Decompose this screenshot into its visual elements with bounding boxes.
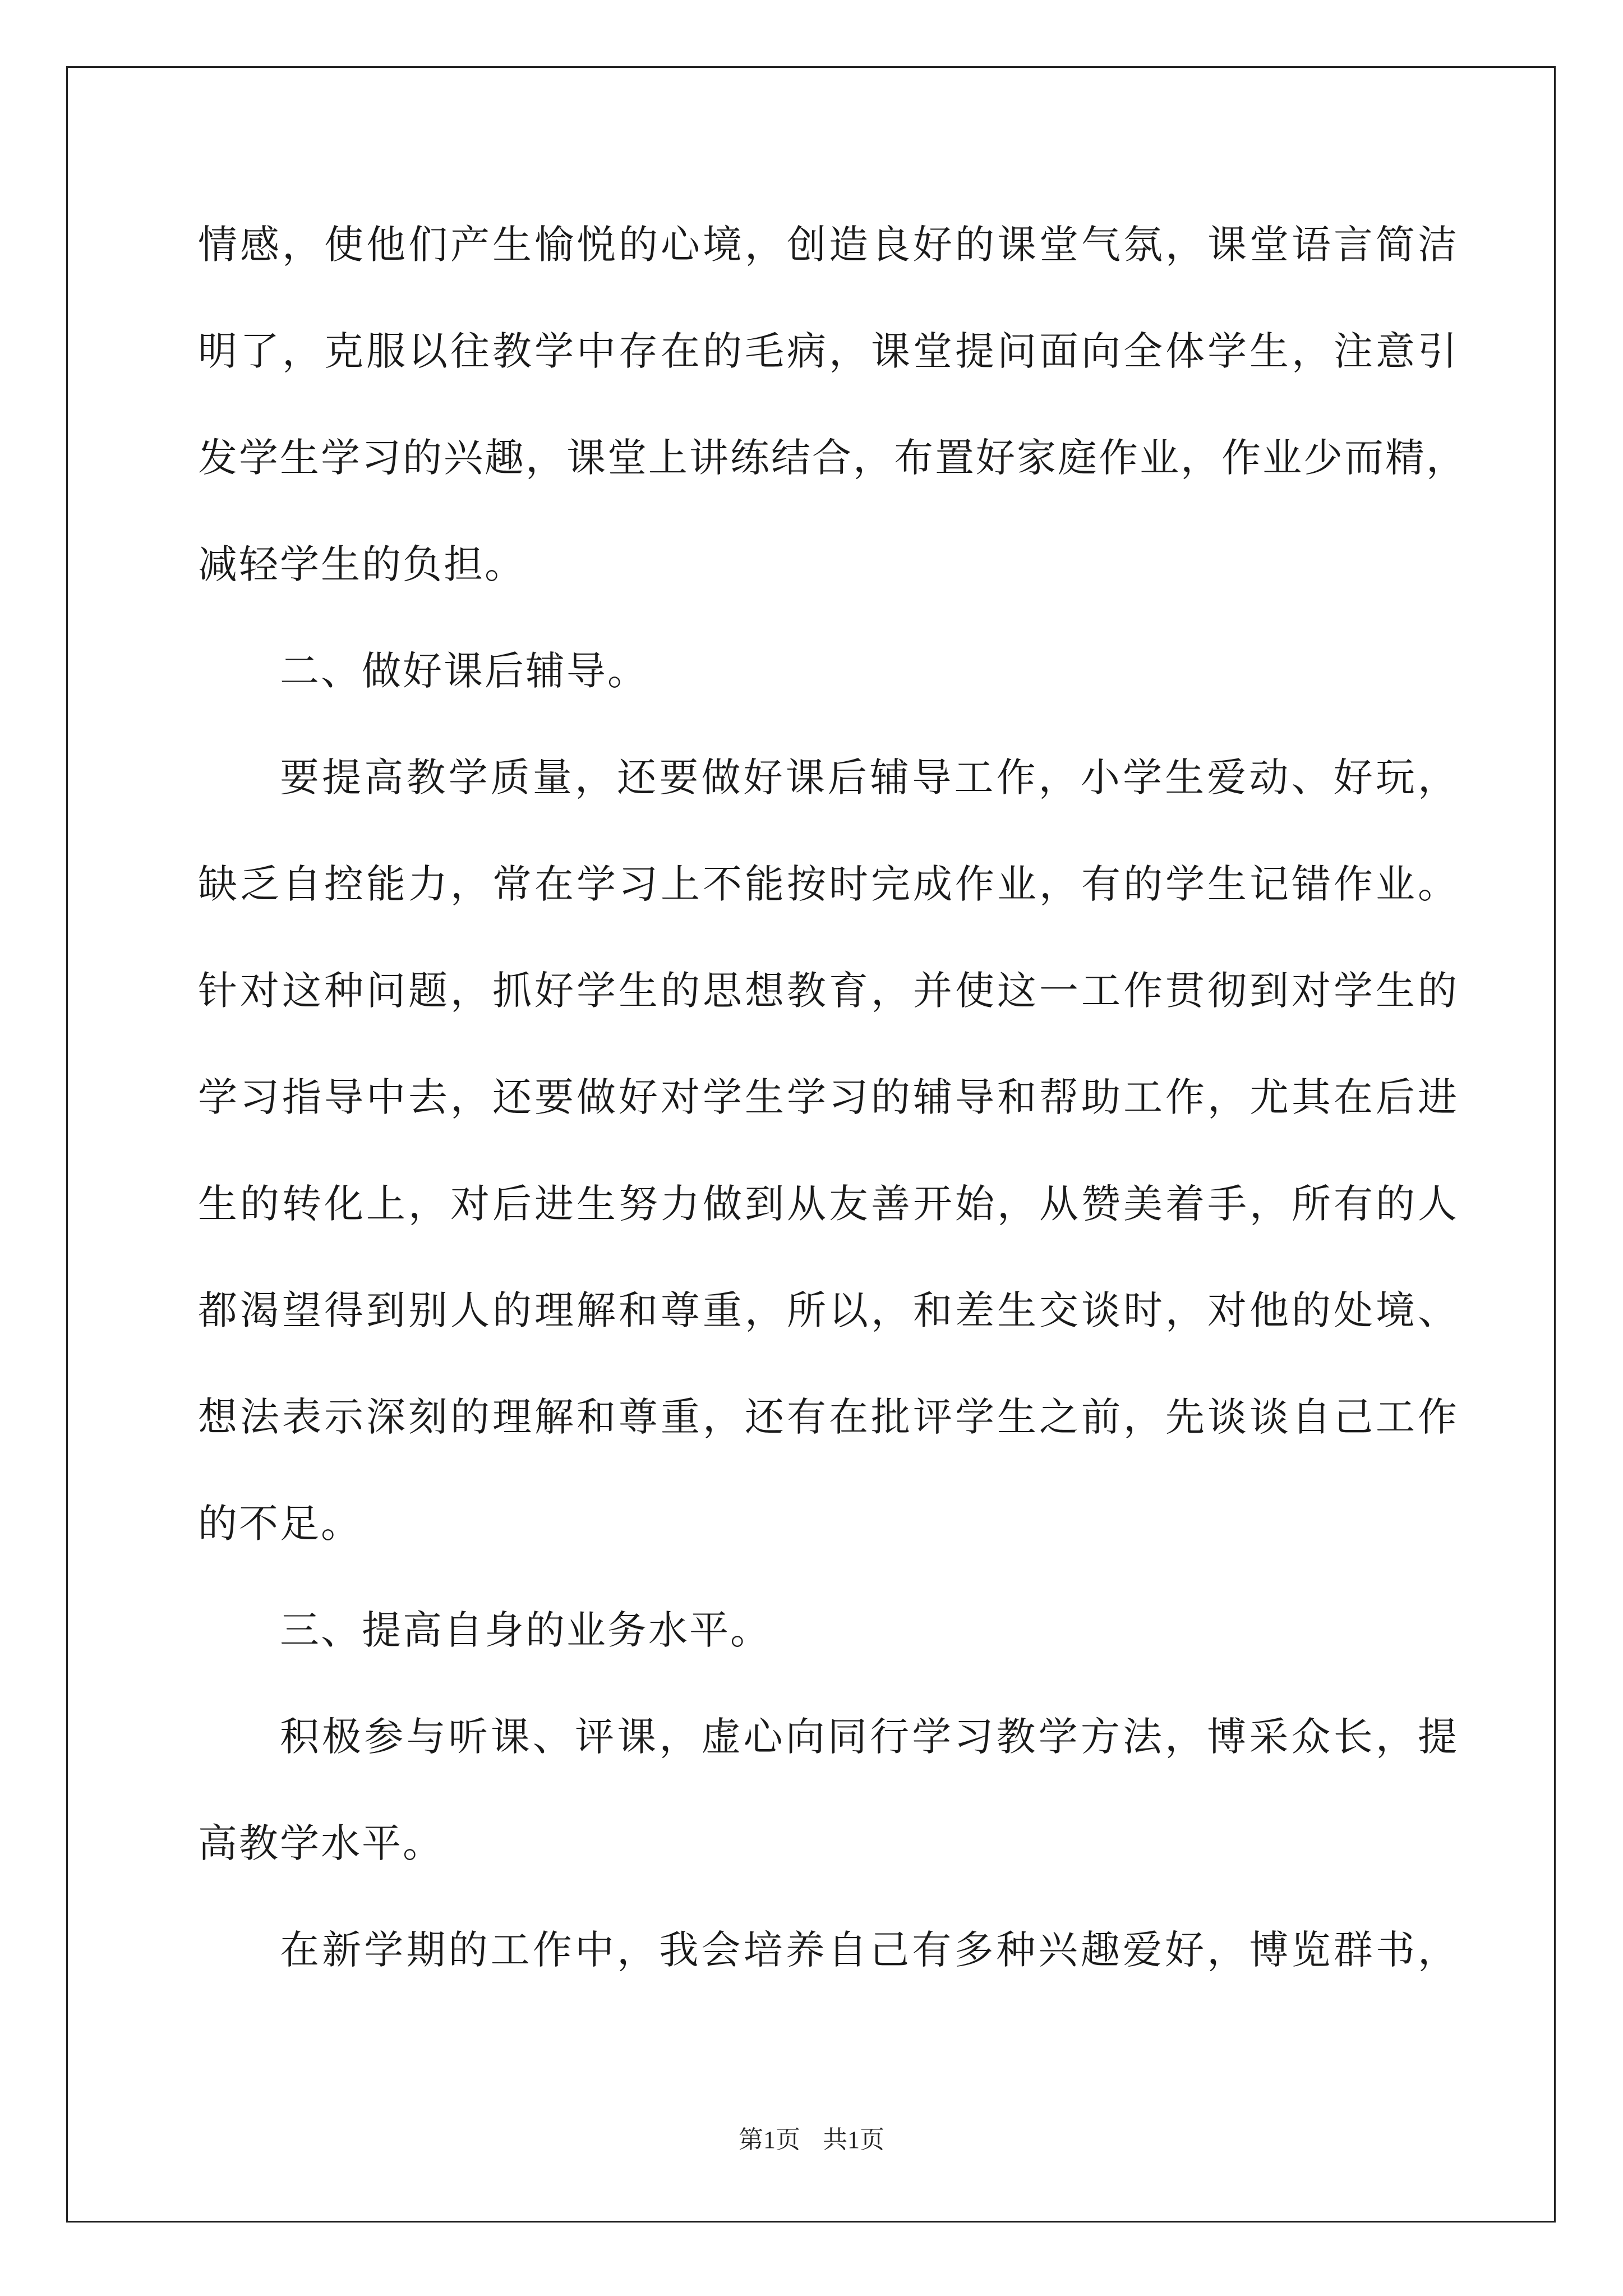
section-heading: 二、做好课后辅导。 (280, 648, 648, 694)
page-total: 共1页 (823, 2126, 884, 2154)
paragraph-line: 要提高教学质量，还要做好课后辅导工作，小学生爱动、好玩， (280, 754, 1459, 800)
paragraph-line: 生的转化上，对后进生努力做到从友善开始，从赞美着手，所有的人 (198, 1181, 1459, 1227)
paragraph-line: 明了，克服以往教学中存在的毛病，课堂提问面向全体学生，注意引 (198, 328, 1459, 374)
page-border (66, 66, 1556, 2223)
paragraph-line: 减轻学生的负担。 (198, 541, 525, 587)
paragraph-line: 积极参与听课、评课，虚心向同行学习教学方法，博采众长，提 (280, 1714, 1459, 1760)
paragraph-line: 缺乏自控能力，常在学习上不能按时完成作业，有的学生记错作业。 (198, 861, 1459, 907)
paragraph-line: 高教学水平。 (198, 1820, 444, 1866)
paragraph-line: 针对这种问题，抓好学生的思想教育，并使这一工作贯彻到对学生的 (198, 968, 1459, 1014)
section-heading: 三、提高自身的业务水平。 (280, 1607, 771, 1653)
page-number: 第1页 (739, 2126, 800, 2154)
paragraph-line: 发学生学习的兴趣，课堂上讲练结合，布置好家庭作业，作业少而精， (198, 435, 1467, 481)
paragraph-line: 在新学期的工作中，我会培养自己有多种兴趣爱好，博览群书， (280, 1927, 1459, 1973)
paragraph-line: 情感，使他们产生愉悦的心境，创造良好的课堂气氛，课堂语言简洁 (198, 222, 1459, 268)
page-footer (0, 2123, 1623, 2157)
paragraph-line: 想法表示深刻的理解和尊重，还有在批评学生之前，先谈谈自己工作 (198, 1394, 1459, 1440)
paragraph-line: 都渴望得到别人的理解和尊重，所以，和差生交谈时，对他的处境、 (198, 1287, 1459, 1333)
paragraph-line: 学习指导中去，还要做好对学生学习的辅导和帮助工作，尤其在后进 (198, 1074, 1459, 1120)
paragraph-line: 的不足。 (198, 1501, 362, 1547)
